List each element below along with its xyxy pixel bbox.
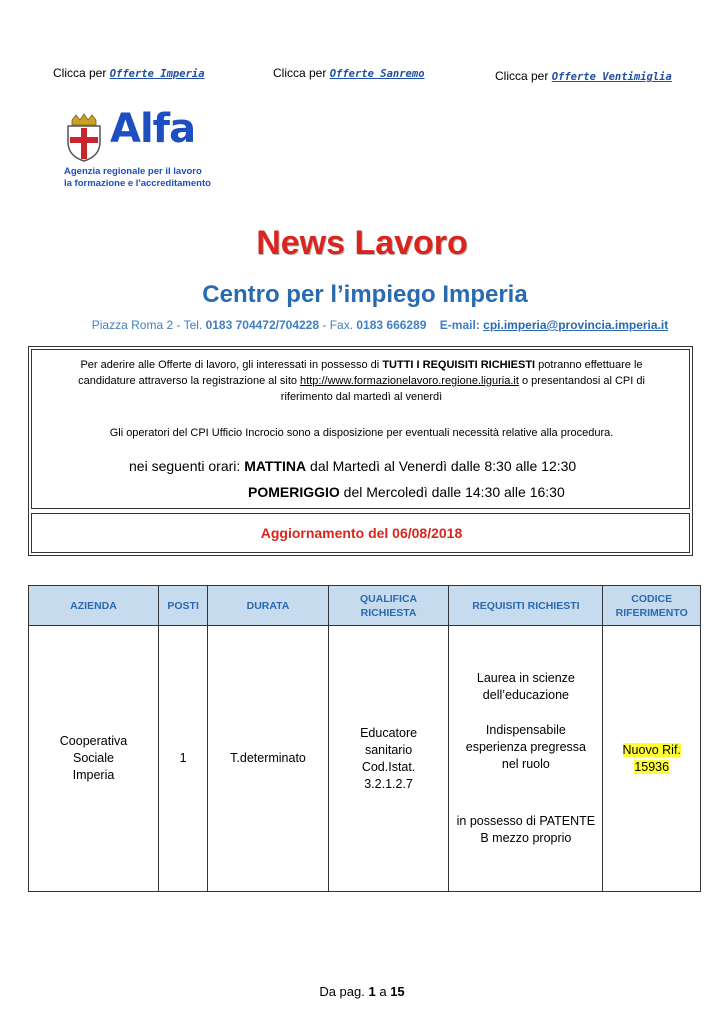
header-posti: POSTI: [158, 586, 207, 626]
link-offerte-imperia[interactable]: Clicca per Offerte Imperia: [53, 66, 205, 80]
alfa-logo-text: Alfa: [110, 106, 196, 152]
offers-table: [28, 585, 701, 892]
contact-line: Piazza Roma 2 - Tel. 0183 704472/704228 - Fax. 0183 666289 E-mail: cpi.imperia@provincia.imperia.it: [91, 318, 669, 332]
header-codice: CODICE RIFERIMENTO: [603, 586, 701, 626]
cell-durata: T.determinato: [208, 626, 329, 892]
link-offerte-sanremo[interactable]: Clicca per Offerte Sanremo: [273, 66, 425, 80]
cell-azienda: Cooperativa Sociale Imperia: [29, 626, 159, 892]
offerte-sanremo-link[interactable]: Offerte Sanremo: [329, 68, 425, 80]
formazione-lavoro-link[interactable]: http://www.formazionelavoro.regione.liguria.it: [300, 375, 519, 387]
info-paragraph-1: Per aderire alle Offerte di lavoro, gli interessati in possesso di TUTTI I REQUISITI RICHIESTI potranno effettuare le candidature attraverso la registrazione al sito http://www.formazionelavoro.regione.liguria.it o presentandosi al CPI di riferimento dal martedì al venerdì: [78, 359, 645, 403]
page-counter: Da pag. 1 a 15: [319, 984, 405, 999]
info-paragraph-2: Gli operatori del CPI Ufficio Incrocio sono a disposizione per eventuali necessità relative alla procedura.: [109, 427, 614, 439]
cell-posti: 1: [158, 626, 207, 892]
info-box-inner: [31, 349, 690, 509]
offerte-imperia-link[interactable]: Offerte Imperia: [109, 68, 205, 80]
liguria-crest-icon: [64, 112, 104, 162]
orari-pomeriggio: POMERIGGIO del Mercoledì dalle 14:30 alle 16:30: [248, 484, 565, 500]
logo-subtitle-line-1: Agenzia regionale per il lavoro: [64, 166, 202, 177]
aggiornamento-date: Aggiornamento del 06/08/2018: [260, 525, 463, 541]
page-title: News Lavoro: [256, 224, 468, 262]
requisito-esperienza: Indispensabile esperienza pregressa nel ruolo: [465, 723, 586, 771]
orari-mattina: nei seguenti orari: MATTINA dal Martedì al Venerdì dalle 8:30 alle 12:30: [129, 458, 577, 474]
cell-qualifica: Educatore sanitario Cod.Istat. 3.2.1.2.7: [328, 626, 449, 892]
aggiornamento-box: [31, 513, 690, 553]
office-title: Centro per l’impiego Imperia: [202, 281, 528, 308]
header-requisiti: REQUISITI RICHIESTI: [449, 586, 603, 626]
logo-subtitle: [64, 166, 211, 190]
header-durata: DURATA: [208, 586, 329, 626]
link-offerte-ventimiglia[interactable]: Clicca per Offerte Ventimiglia: [495, 69, 672, 83]
table-header-row: [29, 586, 701, 626]
cell-codice: [603, 626, 701, 892]
email-link[interactable]: cpi.imperia@provincia.imperia.it: [483, 318, 669, 332]
codice-number: 15936: [634, 759, 670, 774]
table-row: [29, 626, 701, 892]
codice-label: Nuovo Rif.: [622, 742, 681, 757]
cell-requisiti: [449, 626, 603, 892]
header-azienda: AZIENDA: [29, 586, 159, 626]
fax-number: 0183 666289: [356, 318, 427, 332]
header-qualifica: QUALIFICA RICHIESTA: [328, 586, 449, 626]
phone-number: 0183 704472/704228: [205, 318, 320, 332]
requisito-patente: in possesso di PATENTE B mezzo proprio: [456, 814, 596, 845]
requisito-laurea: Laurea in scienze dell’educazione: [476, 671, 575, 702]
offerte-ventimiglia-link[interactable]: Offerte Ventimiglia: [551, 71, 672, 83]
logo-subtitle-line-2: la formazione e l'accreditamento: [64, 178, 211, 189]
info-box: [28, 346, 693, 556]
